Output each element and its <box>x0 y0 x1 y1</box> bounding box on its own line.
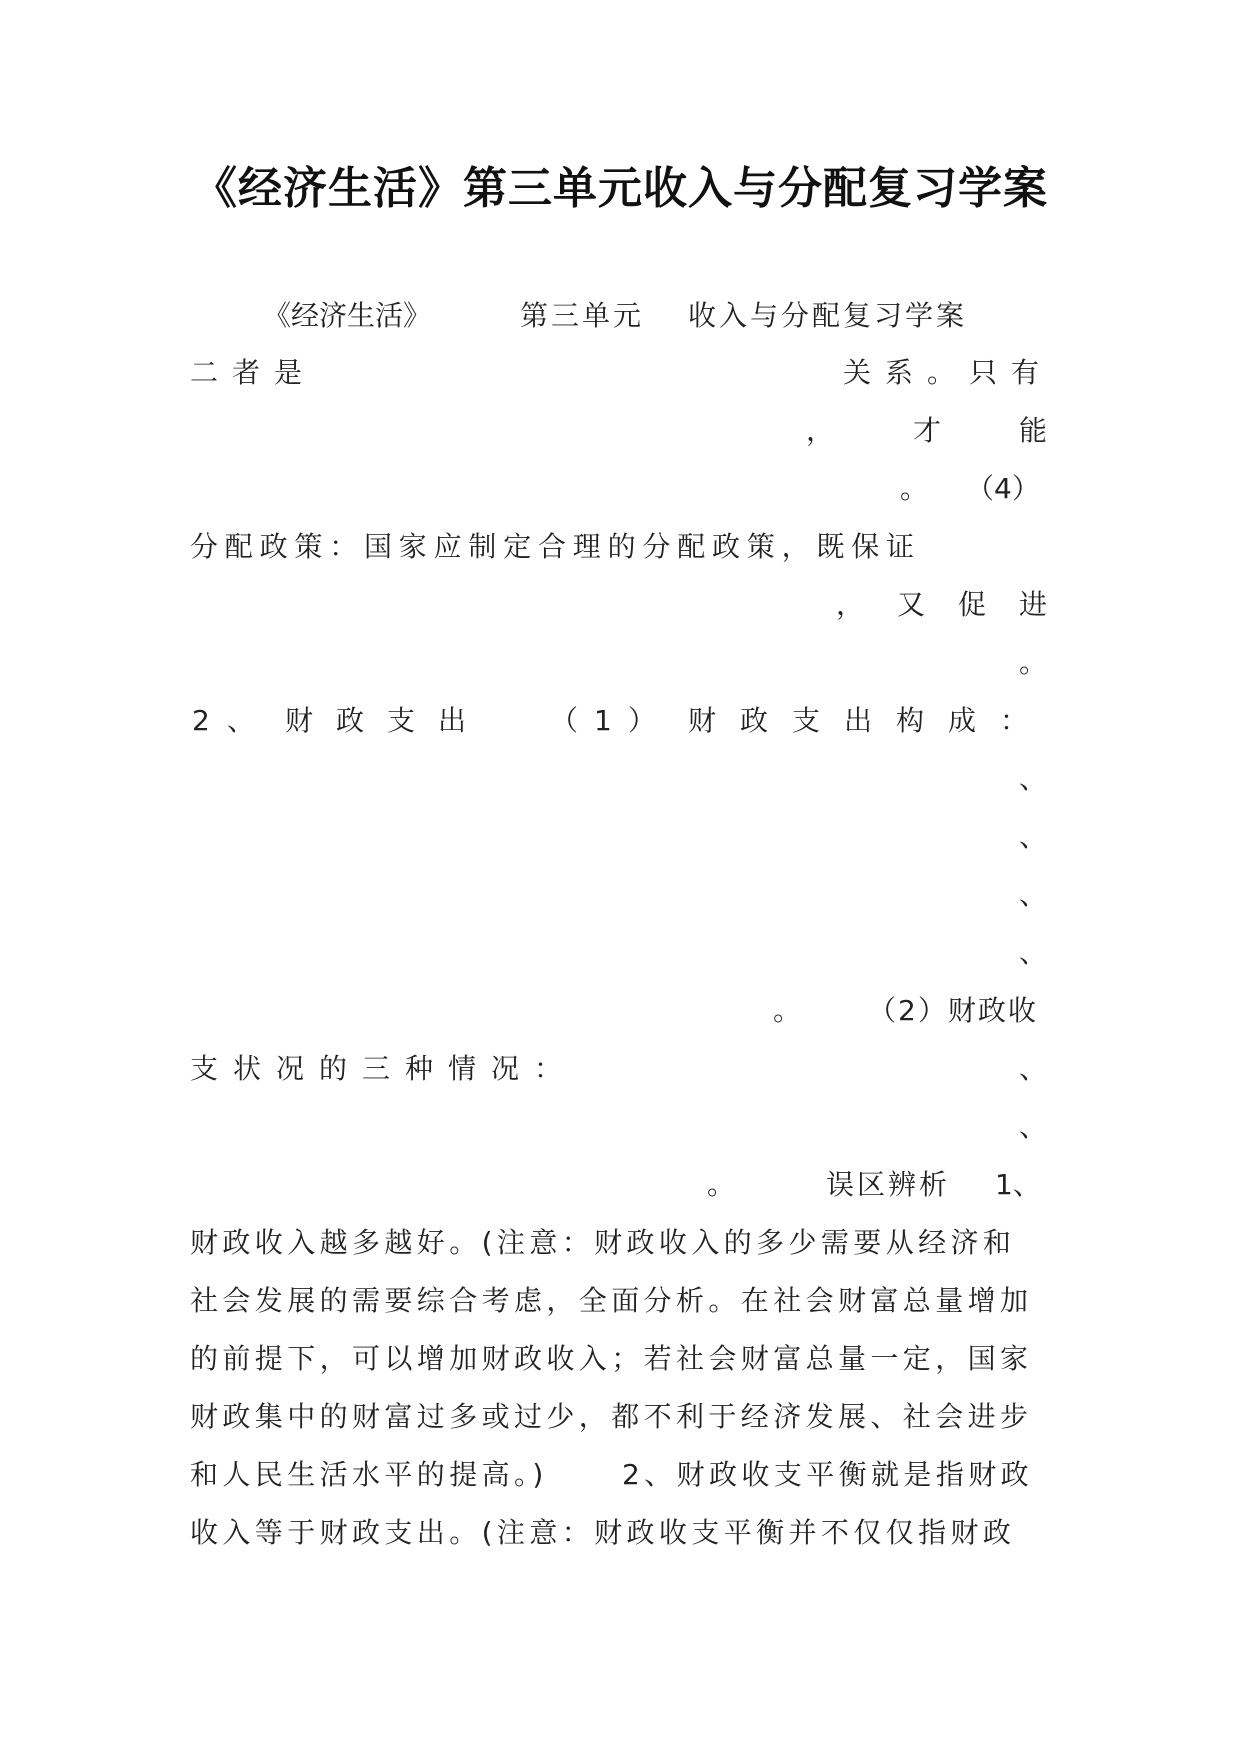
document-title: 《经济生活》第三单元收入与分配复习学案 <box>193 163 1048 214</box>
line-7-item-number: （1） <box>550 704 672 737</box>
misconception-label: 误区辨析 <box>826 1168 951 1201</box>
line-4-distribution-policy: 分配政策：国家应制定合理的分配政策，既保证 <box>190 530 921 563</box>
line-15-period: 。 <box>707 1168 736 1201</box>
line-2-comma: ， <box>806 414 835 447</box>
paragraph-line-6: 收入等于财政支出。(注意：财政收支平衡并不仅仅指财政 <box>190 1516 1016 1549</box>
line-13-left: 支状况的三种情况： <box>190 1052 578 1085</box>
paragraph-line-5a: 和人民生活水平的提高。) <box>190 1458 548 1491</box>
line-3-number: （4） <box>966 472 1040 505</box>
subtitle-part-3: 收入与分配复习学案 <box>688 299 968 332</box>
line-7-number: 2 <box>192 704 210 737</box>
line-5-cu: 促 <box>958 588 987 621</box>
line-10-dun: 、 <box>1019 878 1048 911</box>
line-8-dun: 、 <box>1019 762 1048 795</box>
paragraph-line-2: 社会发展的需要综合考虑，全面分析。在社会财富总量增加 <box>190 1284 1033 1317</box>
subtitle-part-1: 《经济生活》 <box>263 299 432 332</box>
paragraph-line-5b: 2、财政收支平衡就是指财政 <box>622 1458 1034 1491</box>
line-5-comma: ， <box>836 588 865 621</box>
line-14-dun: 、 <box>1019 1110 1048 1143</box>
line-12-period: 。 <box>773 994 802 1027</box>
line-2-cai: 才 <box>913 414 942 447</box>
line-6-period: 。 <box>1019 646 1048 679</box>
subtitle-part-2: 第三单元 <box>520 299 645 332</box>
line-5-you: 又 <box>897 588 926 621</box>
line-15-number: 1、 <box>995 1168 1041 1201</box>
line-7-heading: 财政支出 <box>285 704 490 737</box>
line-2-neng: 能 <box>1019 414 1048 447</box>
paragraph-line-4: 财政集中的财富过多或过少，都不利于经济发展、社会进步 <box>190 1400 1033 1433</box>
line-1-left: 二者是 <box>190 356 317 389</box>
line-3-period: 。 <box>900 472 929 505</box>
line-9-dun: 、 <box>1019 820 1048 853</box>
line-1-right: 关系。只有 <box>843 356 1054 389</box>
line-7-dun: 、 <box>227 704 256 737</box>
paragraph-line-1: 财政收入越多越好。(注意：财政收入的多少需要从经济和 <box>190 1226 1016 1259</box>
paragraph-line-3: 的前提下，可以增加财政收入；若社会财富总量一定，国家 <box>190 1342 1033 1375</box>
line-13-right: 、 <box>1019 1052 1048 1085</box>
line-12-text: （2）财政收 <box>868 994 1038 1027</box>
line-5-jin: 进 <box>1019 588 1048 621</box>
line-11-dun: 、 <box>1019 936 1048 969</box>
line-7-composition: 财政支出构成： <box>688 704 1053 737</box>
